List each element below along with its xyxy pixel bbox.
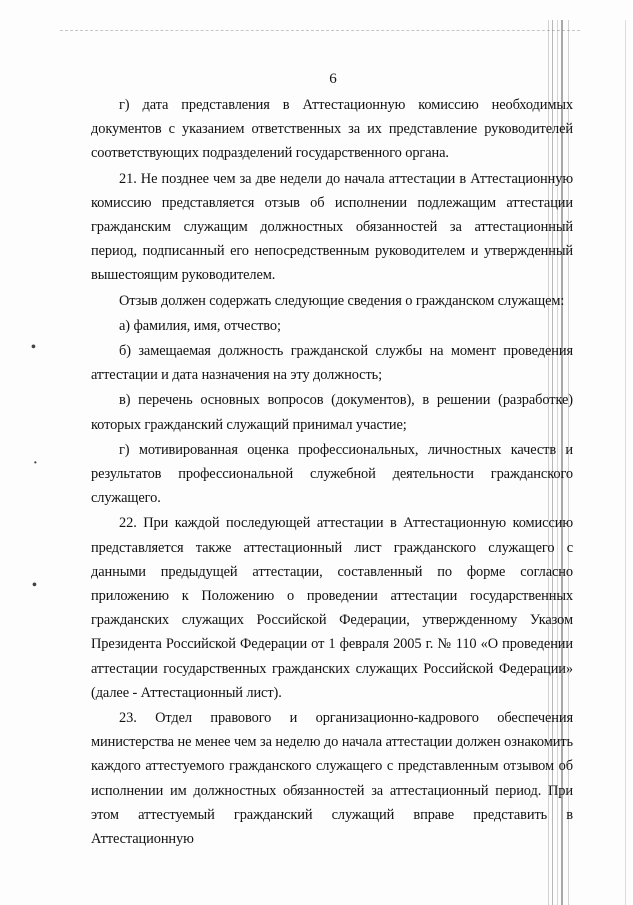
paragraph-item-g: г) мотивированная оценка профессиональных, личностных качеств и результатов профессиональной служебной деятельности гражданского служащего.	[91, 441, 573, 507]
hole-punch-mark: •	[31, 340, 36, 355]
paragraph-item-a: а) фамилия, имя, отчество;	[119, 317, 281, 334]
paragraph-review-contents: Отзыв должен содержать следующие сведения о гражданском служащем:	[119, 292, 565, 309]
document-body	[91, 93, 573, 851]
scan-artifact-top-line	[60, 30, 580, 31]
hole-punch-mark: •	[32, 578, 37, 593]
paragraph-21: 21. Не позднее чем за две недели до начала аттестации в Аттестационную комиссию представляется отзыв об исполнении подлежащим аттестации гражданским служащим должностных обязанностей за аттестационный период, подписанный его непосредственным руководителем и утвержденный вышестоящим руководителем.	[91, 170, 573, 284]
paragraph-item-v: в) перечень основных вопросов (документов), в решении (разработке) которых гражданский служащий принимал участие;	[91, 392, 573, 433]
paragraph-item-b: б) замещаемая должность гражданской службы на момент проведения аттестации и дата назначения на эту должность;	[91, 343, 573, 384]
paragraph-22: 22. При каждой последующей аттестации в Аттестационную комиссию представляется также аттестационный лист гражданского служащего с данными предыдущей аттестации, составленный по форме согласно приложению к Положению о проведении аттестации государственных гражданских служащих Российской Федерации, утвержденному Указом Президента Российской Федерации от 1 февраля 2005 г. № 110 «О проведении аттестации государственных гражданских служащих Российской Федерации» (далее - Аттестационный лист).	[91, 515, 573, 701]
scan-artifact-edge-line	[625, 20, 626, 905]
page-number: 6	[329, 71, 337, 87]
hole-punch-mark: ·	[33, 456, 38, 471]
paragraph-g-date: г) дата представления в Аттестационную комиссию необходимых документов с указанием ответственных за их представление руководителей соответствующих подразделений государственного органа.	[91, 97, 573, 162]
paragraph-23: 23. Отдел правового и организационно-кадрового обеспечения министерства не менее чем за неделю до начала аттестации должен ознакомить каждого аттестуемого гражданского служащего с представленным отзывом об исполнении им должностных обязанностей за аттестационный период. При этом аттестуемый гражданский служащий вправе представить в Аттестационную	[91, 710, 573, 848]
